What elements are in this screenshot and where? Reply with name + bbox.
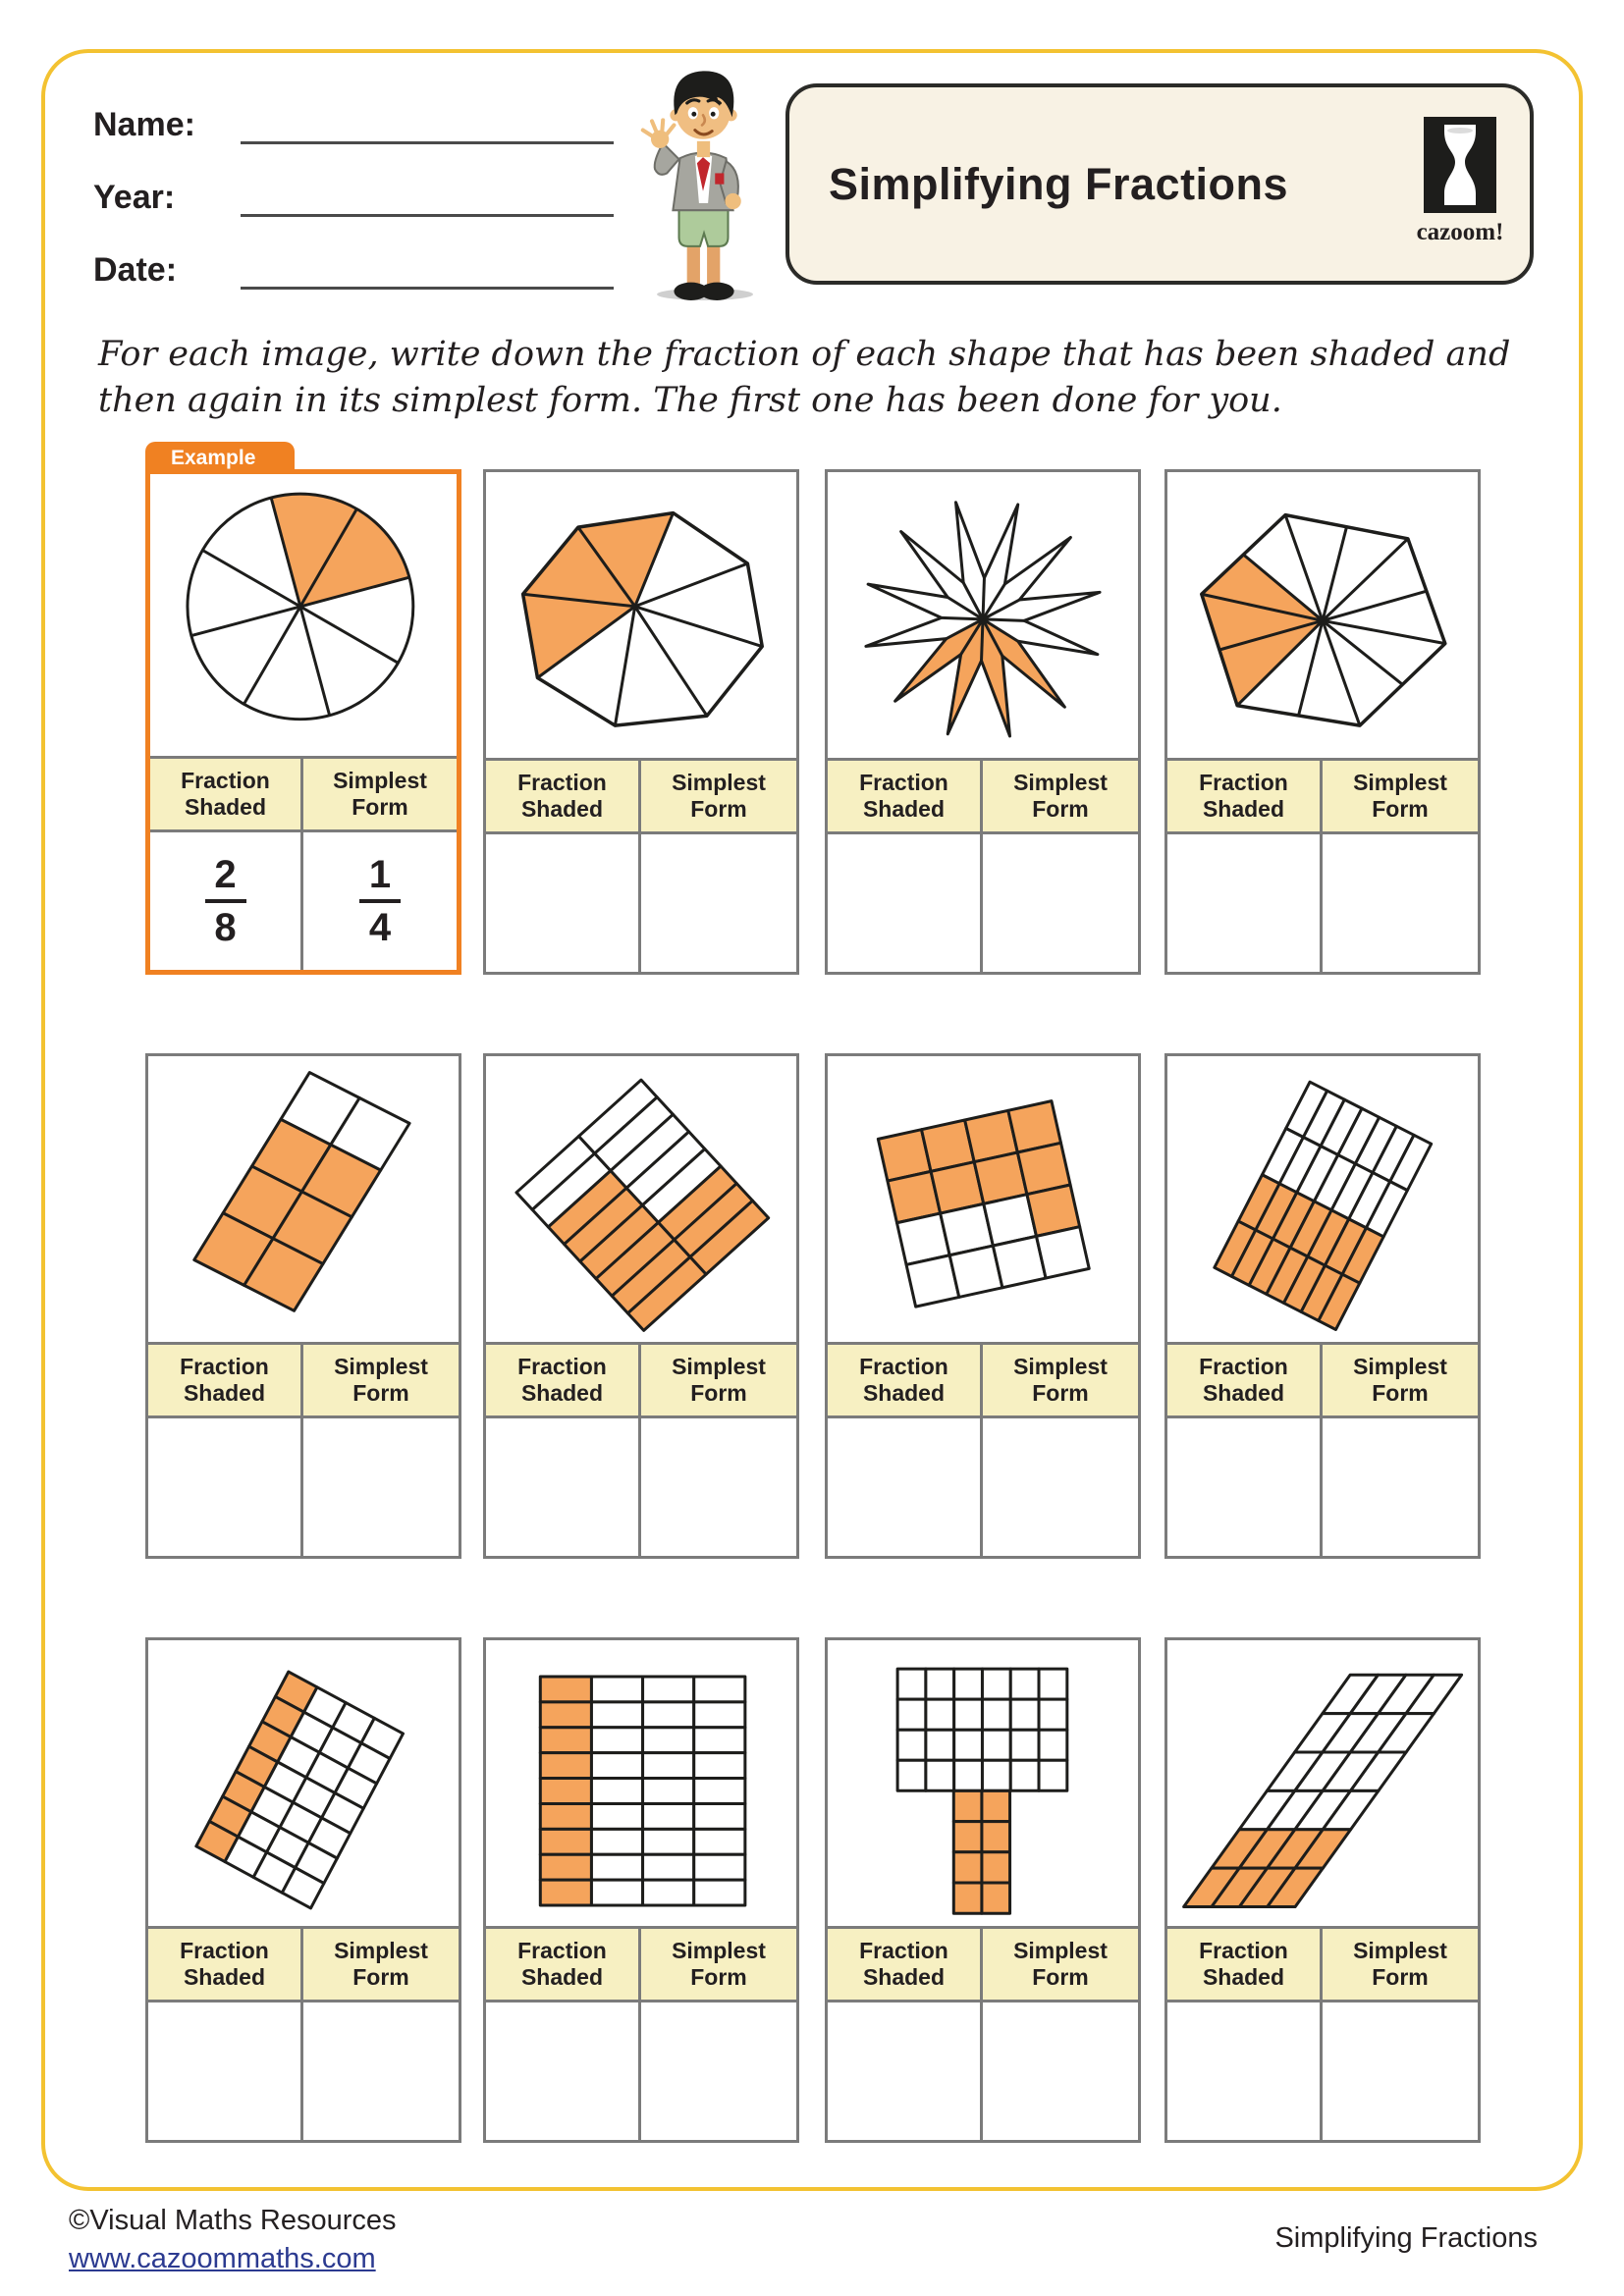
fraction-shape: [828, 472, 1138, 758]
fraction-shaded-header: Fraction Shaded: [486, 758, 641, 834]
answer-table: [828, 758, 1138, 972]
example-tab: Example: [145, 442, 295, 474]
worksheet-card-4: [1164, 469, 1481, 975]
denominator: 4: [368, 906, 392, 949]
worksheet-card-3: [825, 469, 1141, 975]
fraction-shape: [1167, 1056, 1478, 1342]
student-boy-icon: [630, 51, 776, 301]
worksheet-card-9: [145, 1637, 461, 2143]
simplest-form-header: Simplest Form: [641, 1926, 796, 2002]
worksheet-card-10: [483, 1637, 799, 2143]
fraction-bar: [205, 899, 246, 903]
answer-table: [150, 756, 457, 970]
simplest-form-header: Simplest Form: [303, 1926, 459, 2002]
shape-area: [828, 472, 1138, 758]
simplest-form-header: Simplest Form: [303, 756, 457, 832]
fraction-shaded-answer[interactable]: [486, 2002, 641, 2140]
fraction-shaded-answer[interactable]: [148, 1418, 303, 1556]
worksheet-card-1: [145, 446, 461, 975]
answer-table: [828, 1342, 1138, 1556]
fraction-shaded-answer[interactable]: [148, 2002, 303, 2140]
fraction-shaded-header: Fraction Shaded: [148, 1342, 303, 1418]
simplest-form-answer[interactable]: [641, 2002, 796, 2140]
answer-table: [486, 758, 796, 972]
fraction-shaded-header: Fraction Shaded: [828, 1926, 983, 2002]
year-input-line[interactable]: [241, 177, 614, 217]
student-boy-illustration: [630, 51, 776, 306]
fraction-value: [205, 855, 246, 947]
worksheet-card-8: [1164, 1053, 1481, 1559]
fraction-shape: [148, 1056, 459, 1342]
fraction-shaded-header: Fraction Shaded: [1167, 1926, 1323, 2002]
shape-area: [148, 1640, 459, 1926]
answer-table: [1167, 1342, 1478, 1556]
simplest-form-answer[interactable]: [303, 832, 457, 970]
fraction-shaded-header: Fraction Shaded: [486, 1926, 641, 2002]
footer-copyright: ©Visual Maths Resources: [69, 2205, 397, 2236]
fraction-shaded-answer[interactable]: [486, 1418, 641, 1556]
simplest-form-answer[interactable]: [983, 834, 1138, 972]
year-field-row: [93, 177, 614, 217]
fraction-shaded-answer[interactable]: [1167, 834, 1323, 972]
simplest-form-header: Simplest Form: [1323, 758, 1478, 834]
shape-area: [1167, 472, 1478, 758]
name-input-line[interactable]: [241, 104, 614, 144]
worksheet-card-11: [825, 1637, 1141, 2143]
fraction-shaded-answer[interactable]: [1167, 2002, 1323, 2140]
fraction-shaded-header: Fraction Shaded: [828, 758, 983, 834]
simplest-form-answer[interactable]: [303, 2002, 459, 2140]
shape-area: [1167, 1640, 1478, 1926]
simplest-form-answer[interactable]: [1323, 834, 1478, 972]
denominator: 8: [214, 906, 237, 949]
simplest-form-header: Simplest Form: [983, 758, 1138, 834]
fraction-shaded-answer[interactable]: [828, 2002, 983, 2140]
fraction-shaded-answer[interactable]: [828, 1418, 983, 1556]
worksheet-card-2: [483, 469, 799, 975]
cazoom-logo-text: cazoom!: [1416, 219, 1504, 245]
shape-area: [828, 1056, 1138, 1342]
fraction-shape: [486, 472, 796, 758]
answer-table: [1167, 758, 1478, 972]
fraction-shaded-answer[interactable]: [1167, 1418, 1323, 1556]
fraction-shape: [1167, 472, 1478, 758]
numerator: 1: [368, 853, 392, 896]
shape-area: [828, 1640, 1138, 1926]
simplest-form-answer[interactable]: [1323, 1418, 1478, 1556]
fraction-shaded-header: Fraction Shaded: [150, 756, 303, 832]
fraction-shape: [828, 1640, 1138, 1926]
fraction-shaded-answer[interactable]: [828, 834, 983, 972]
numerator: 2: [214, 853, 237, 896]
simplest-form-header: Simplest Form: [641, 1342, 796, 1418]
year-label: Year:: [93, 179, 176, 216]
page-title: Simplifying Fractions: [829, 158, 1289, 209]
simplest-form-answer[interactable]: [303, 1418, 459, 1556]
instructions-text: For each image, write down the fraction of each shape that has been shaded and then again in its simplest form. The first one has been done for you.: [98, 335, 1511, 420]
simplest-form-header: Simplest Form: [983, 1926, 1138, 2002]
date-label: Date:: [93, 251, 178, 289]
shape-area: [148, 1056, 459, 1342]
fraction-shaded-answer[interactable]: [486, 834, 641, 972]
shape-area: [486, 1056, 796, 1342]
simplest-form-answer[interactable]: [983, 2002, 1138, 2140]
cazoom-logo: [1416, 117, 1504, 246]
shape-area: [1167, 1056, 1478, 1342]
fraction-shaded-header: Fraction Shaded: [148, 1926, 303, 2002]
simplest-form-header: Simplest Form: [1323, 1342, 1478, 1418]
fraction-shape: [486, 1056, 796, 1342]
fraction-shape: [828, 1056, 1138, 1342]
fraction-shape: [148, 1640, 459, 1926]
answer-table: [486, 1926, 796, 2140]
shape-area: [150, 474, 457, 756]
fraction-shaded-answer[interactable]: [150, 832, 303, 970]
fraction-bar: [359, 899, 401, 903]
worksheet-card-12: [1164, 1637, 1481, 2143]
fraction-shape: [150, 474, 457, 756]
fraction-shape: [1167, 1640, 1478, 1926]
worksheet-card-6: [483, 1053, 799, 1559]
footer-website-link[interactable]: www.cazoommaths.com: [69, 2243, 376, 2274]
worksheet-card-5: [145, 1053, 461, 1559]
simplest-form-header: Simplest Form: [641, 758, 796, 834]
fraction-value: [359, 855, 401, 947]
date-input-line[interactable]: [241, 249, 614, 290]
simplest-form-header: Simplest Form: [983, 1342, 1138, 1418]
worksheet-card-7: [825, 1053, 1141, 1559]
cazoom-logo-icon: [1424, 117, 1496, 213]
simplest-form-answer[interactable]: [1323, 2002, 1478, 2140]
shape-area: [486, 472, 796, 758]
name-field-row: [93, 104, 614, 144]
shape-area: [486, 1640, 796, 1926]
date-field-row: [93, 249, 614, 290]
simplest-form-answer[interactable]: [641, 1418, 796, 1556]
answer-table: [148, 1926, 459, 2140]
title-box: [785, 83, 1534, 285]
fraction-shaded-header: Fraction Shaded: [1167, 758, 1323, 834]
simplest-form-answer[interactable]: [983, 1418, 1138, 1556]
answer-table: [828, 1926, 1138, 2140]
simplest-form-answer[interactable]: [641, 834, 796, 972]
simplest-form-header: Simplest Form: [1323, 1926, 1478, 2002]
answer-table: [486, 1342, 796, 1556]
name-label: Name:: [93, 106, 195, 143]
fraction-shaded-header: Fraction Shaded: [828, 1342, 983, 1418]
fraction-shaded-header: Fraction Shaded: [1167, 1342, 1323, 1418]
answer-table: [1167, 1926, 1478, 2140]
answer-table: [148, 1342, 459, 1556]
simplest-form-header: Simplest Form: [303, 1342, 459, 1418]
fraction-shape: [486, 1640, 796, 1926]
fraction-shaded-header: Fraction Shaded: [486, 1342, 641, 1418]
footer-worksheet-title: Simplifying Fractions: [1274, 2222, 1538, 2254]
